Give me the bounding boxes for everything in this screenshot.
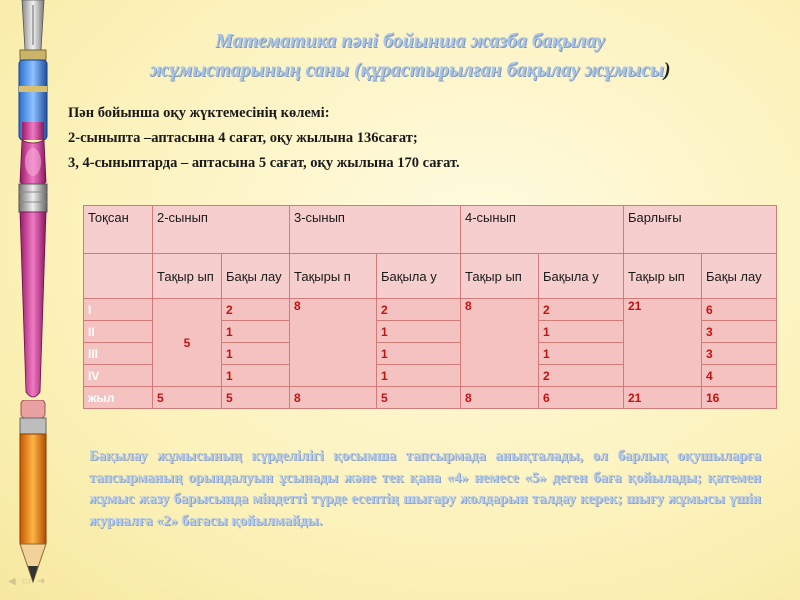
title-line-2: жұмыстарының саны (құрастырылған бақылау жұмысы)	[149, 59, 671, 81]
data-cell: 1	[539, 343, 624, 365]
merged-topics-cell: 8	[461, 299, 539, 387]
header-cell	[84, 254, 153, 299]
header-cell: 4-сынып	[461, 206, 624, 254]
data-cell: 2	[377, 299, 461, 321]
info-line: Пән бойынша оқу жүктемесінің көлемі:	[68, 105, 330, 121]
title-line-1: Математика пәні бойынша жазба бақылау	[215, 30, 605, 52]
info-line: 3, 4-сыныптарда – аптасына 5 сағат, оқу жылына 170 сағат.	[68, 155, 460, 171]
data-cell: 6	[702, 299, 777, 321]
header-cell: Тоқсан	[84, 206, 153, 254]
data-cell: 1	[222, 343, 290, 365]
data-cell: 1	[222, 365, 290, 387]
subheader-cell: Тақыры п	[290, 254, 377, 299]
table-header-row	[84, 206, 777, 254]
menu-icon[interactable]: ▭	[21, 576, 32, 587]
subheader-cell: Тақыр ып	[624, 254, 702, 299]
data-cell: 4	[702, 365, 777, 387]
data-cell: 8	[461, 387, 539, 409]
subheader-cell: Бақы лау	[702, 254, 777, 299]
subheader-cell: Бақыла у	[539, 254, 624, 299]
control-works-table	[83, 205, 777, 409]
quarter-cell: IV	[84, 365, 153, 387]
table-subheader-row	[84, 254, 777, 299]
fountain-pen-icon	[8, 0, 58, 140]
data-cell: 1	[377, 365, 461, 387]
data-cell: 1	[539, 321, 624, 343]
merged-topics-cell: 5	[153, 299, 222, 387]
data-cell: 3	[702, 343, 777, 365]
next-arrow-icon[interactable]: ➜	[37, 576, 46, 587]
subheader-cell: Тақыр ып	[461, 254, 539, 299]
table-row	[84, 299, 777, 321]
data-cell: 3	[702, 321, 777, 343]
quarter-cell: III	[84, 343, 153, 365]
workload-info	[68, 101, 768, 176]
data-cell: 5	[222, 387, 290, 409]
info-line: 2-сыныпта –аптасына 4 сағат, оқу жылына 136сағат;	[68, 130, 418, 146]
slide-nav[interactable]	[8, 576, 46, 587]
header-cell: 3-сынып	[290, 206, 461, 254]
subheader-cell: Бақыла у	[377, 254, 461, 299]
title-paren: )	[663, 59, 671, 81]
data-cell: 21	[624, 387, 702, 409]
data-cell: 1	[377, 343, 461, 365]
subheader-cell: Бақы лау	[222, 254, 290, 299]
data-cell: 5	[377, 387, 461, 409]
subheader-cell: Тақыр ып	[153, 254, 222, 299]
paintbrush-icon	[8, 122, 58, 402]
data-cell: 1	[377, 321, 461, 343]
data-cell: 2	[539, 365, 624, 387]
data-cell: 6	[539, 387, 624, 409]
data-cell: 8	[290, 387, 377, 409]
data-cell: 16	[702, 387, 777, 409]
table-total-row	[84, 387, 777, 409]
quarter-cell: II	[84, 321, 153, 343]
page-title	[60, 27, 760, 85]
merged-topics-cell: 21	[624, 299, 702, 387]
data-cell: 2	[539, 299, 624, 321]
merged-topics-cell: 8	[290, 299, 377, 387]
description-paragraph: Бақылау жұмысының күрделілігі қосымша тапсырмада анықталады, ол барлық оқушыларға тапсырманың орындалуын ұсынады және тек қана «4» немесе «5» деген баға қойылады; қатемен жұмыс жазу барысында міндетті түрде есептің шығару жолдарын талдау керек; шығу жұмысы үшін журналға «2» бағасы қойылмайды.	[89, 448, 761, 529]
quarter-cell: жыл	[84, 387, 153, 409]
quarter-cell: I	[84, 299, 153, 321]
pencil-icon	[8, 400, 58, 590]
header-cell: 2-сынып	[153, 206, 290, 254]
data-cell: 1	[222, 321, 290, 343]
header-cell: Барлығы	[624, 206, 777, 254]
data-cell: 5	[153, 387, 222, 409]
data-cell: 2	[222, 299, 290, 321]
prev-arrow-icon[interactable]: ◀	[8, 576, 16, 587]
